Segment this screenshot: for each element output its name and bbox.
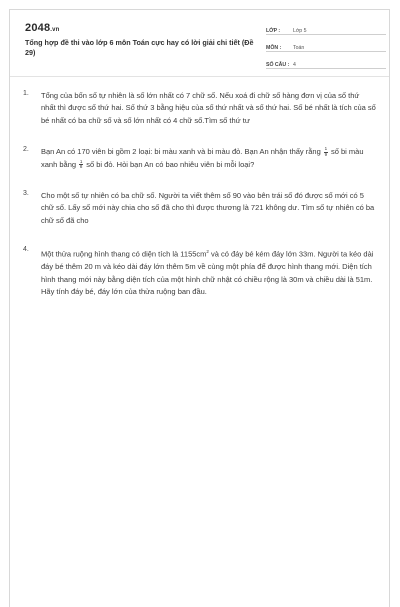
- question-number: 2.: [23, 146, 29, 154]
- fraction-numerator: 1: [79, 158, 83, 164]
- meta-label: SỐ CÂU :: [266, 62, 290, 68]
- fraction-denominator: 8: [79, 164, 83, 170]
- logo-text: 2048: [25, 22, 51, 34]
- header-divider: [10, 76, 389, 77]
- meta-label: MÔN :: [266, 45, 282, 51]
- fraction-denominator: 9: [324, 151, 328, 157]
- meta-panel: [266, 22, 386, 73]
- question-number: 1.: [23, 90, 29, 97]
- question-list: [10, 90, 389, 298]
- question-text-part: số bi đỏ. Hỏi bạn An có bao nhiêu viên bi mỗi loại?: [86, 159, 255, 169]
- meta-row-question-count: [266, 56, 386, 69]
- meta-value: 4: [293, 62, 296, 68]
- meta-row-class: [266, 22, 386, 35]
- meta-row-subject: [266, 39, 386, 52]
- question-number: 3.: [23, 190, 29, 198]
- question-item: [10, 190, 389, 227]
- question-text: [41, 246, 376, 298]
- question-text: Cho một số tự nhiên có ba chữ số. Người ta viết thêm số 90 vào bên trái số đó được số mới có 5 chữ số. Lấy số mới này chia cho số đã cho thì được thương là 721 không dư. Tìm số tự nhiên có ba chữ số đã cho: [41, 191, 375, 225]
- question-item: [10, 90, 389, 127]
- fraction: [79, 160, 83, 170]
- question-item: [10, 246, 389, 298]
- question-text: Tổng của bốn số tự nhiên là số lớn nhất có 7 chữ số. Nếu xoá đi chữ số hàng đơn vị của số thứ nhất thì được số thứ hai. Số thứ 3 bằng hiệu của số thứ nhất và số thứ hai. Số bé nhất là tích của số bé nhất có ba chữ số và số lớn nhất có 4 chữ số.Tìm số thứ tư: [41, 91, 376, 125]
- worksheet-page: [9, 9, 390, 607]
- question-text-part: Bạn An có 170 viên bi gồm 2 loại: bi màu xanh và bi màu đỏ. Bạn An nhận thấy rằng: [41, 147, 321, 157]
- page-title: Tổng hợp đề thi vào lớp 6 môn Toán cực hay có lời giải chi tiết (Đề 29): [25, 38, 254, 57]
- superscript: 2: [206, 249, 209, 255]
- fraction: [324, 147, 328, 157]
- question-item: [10, 146, 389, 171]
- meta-value: Lớp 5: [293, 28, 307, 34]
- question-text: [41, 146, 376, 171]
- fraction-numerator: 1: [324, 146, 328, 152]
- question-number: 4.: [23, 246, 29, 254]
- meta-value: Toán: [293, 45, 305, 51]
- question-text-part: và có đáy bé kém đáy lớn 33m. Người ta kéo dài đáy bé thêm 20 m và kéo dài đáy lớn thêm 5m về cùng một phía để được hình thang mới. Diện tích hình thang mới này bằng diện tích của một hình chữ nhật có chiều rộng là 30m và chiều dài là 51m. Hãy tính đáy bé, đáy lớn của thửa ruộng ban đầu.: [41, 249, 374, 296]
- meta-label: LỚP :: [266, 28, 281, 34]
- question-text-part: số bi màu xanh bằng: [41, 147, 364, 169]
- question-text-part: Một thửa ruộng hình thang có diện tích là 1155cm: [41, 249, 207, 259]
- site-logo[interactable]: [25, 22, 60, 34]
- logo-suffix: .vn: [50, 27, 60, 33]
